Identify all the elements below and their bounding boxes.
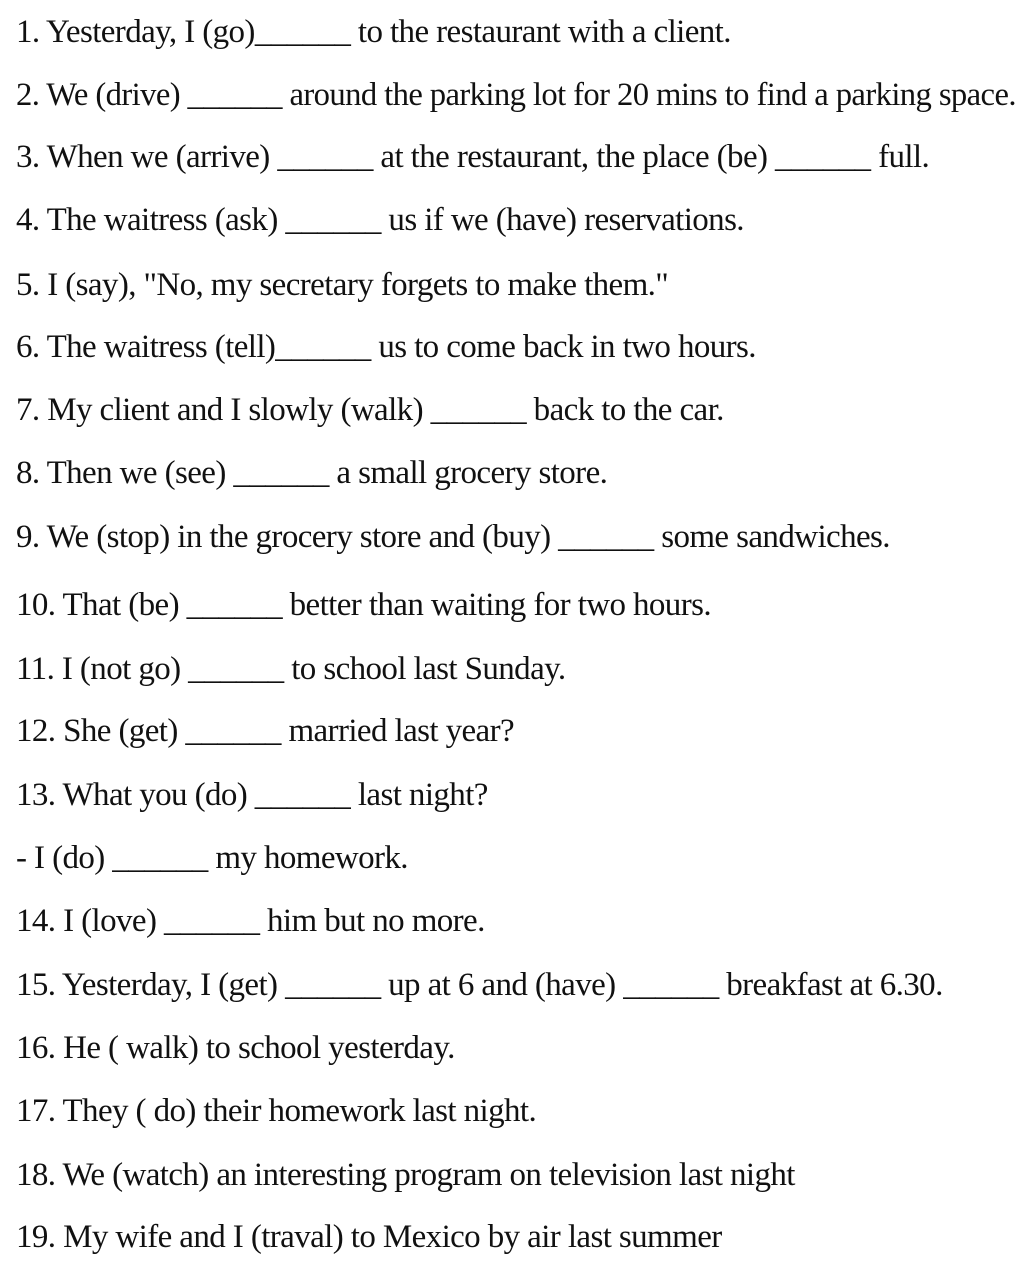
exercise-line-14: 14. I (love) ______ him but no more. (16, 903, 485, 939)
exercise-line-12: 12. She (get) ______ married last year? (16, 713, 515, 749)
exercise-line-10: 10. That (be) ______ better than waiting for two hours. (16, 587, 711, 623)
exercise-line-17: 17. They ( do) their homework last night. (16, 1093, 537, 1129)
exercise-line-5: 5. I (say), "No, my secretary forgets to make them." (16, 267, 669, 303)
exercise-line-2: 2. We (drive) ______ around the parking lot for 20 mins to find a parking space. (16, 77, 1016, 113)
exercise-line-16: 16. He ( walk) to school yesterday. (16, 1030, 455, 1066)
exercise-line-1: 1. Yesterday, I (go)______ to the restaurant with a client. (16, 14, 731, 50)
exercise-line-4: 4. The waitress (ask) ______ us if we (have) reservations. (16, 202, 744, 238)
exercise-line-19: 19. My wife and I (traval) to Mexico by air last summer (16, 1219, 722, 1255)
exercise-line-15: 15. Yesterday, I (get) ______ up at 6 and (have) ______ breakfast at 6.30. (16, 967, 943, 1003)
exercise-line-8: 8. Then we (see) ______ a small grocery store. (16, 455, 608, 491)
exercise-line-13-answer: - I (do) ______ my homework. (16, 840, 408, 876)
exercise-line-6: 6. The waitress (tell)______ us to come back in two hours. (16, 329, 756, 365)
exercise-line-7: 7. My client and I slowly (walk) ______ back to the car. (16, 392, 724, 428)
exercise-line-13: 13. What you (do) ______ last night? (16, 777, 488, 813)
exercise-line-11: 11. I (not go) ______ to school last Sunday. (16, 651, 566, 687)
exercise-line-3: 3. When we (arrive) ______ at the restaurant, the place (be) ______ full. (16, 139, 930, 175)
exercise-line-18: 18. We (watch) an interesting program on television last night (16, 1157, 795, 1193)
exercise-line-9: 9. We (stop) in the grocery store and (buy) ______ some sandwiches. (16, 519, 890, 555)
